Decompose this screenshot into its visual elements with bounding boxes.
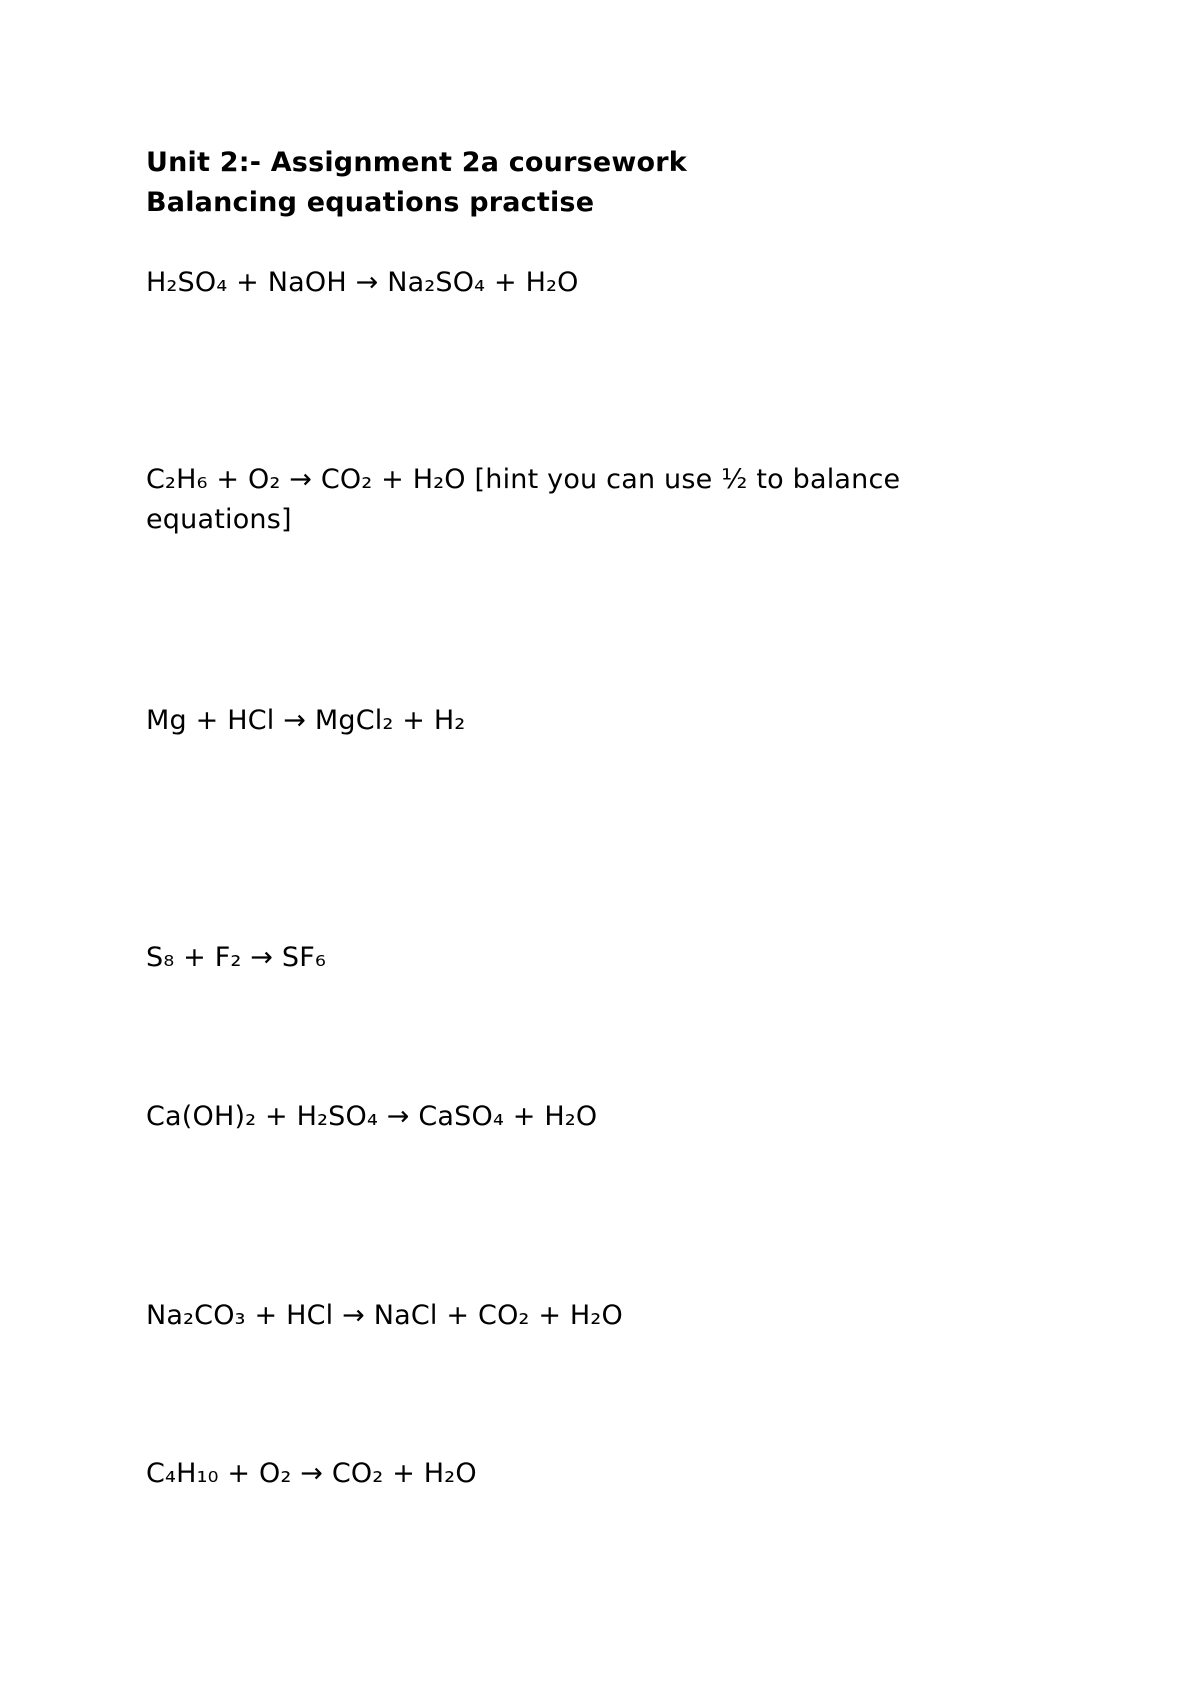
equation-1: H₂SO₄ + NaOH → Na₂SO₄ + H₂O (146, 267, 579, 298)
equation-3: Mg + HCl → MgCl₂ + H₂ (146, 705, 466, 736)
equation-6: Na₂CO₃ + HCl → NaCl + CO₂ + H₂O (146, 1300, 623, 1331)
equation-7: C₄H₁₀ + O₂ → CO₂ + H₂O (146, 1458, 477, 1489)
assignment-subtitle: Balancing equations practise (146, 187, 595, 218)
equation-2: C₂H₆ + O₂ → CO₂ + H₂O [hint you can use ½ to balance (146, 464, 901, 495)
equation-5: Ca(OH)₂ + H₂SO₄ → CaSO₄ + H₂O (146, 1101, 598, 1132)
equation-4: S₈ + F₂ → SF₆ (146, 942, 326, 973)
assignment-title: Unit 2:- Assignment 2a coursework (146, 147, 687, 178)
equation-2-continued: equations] (146, 504, 292, 535)
